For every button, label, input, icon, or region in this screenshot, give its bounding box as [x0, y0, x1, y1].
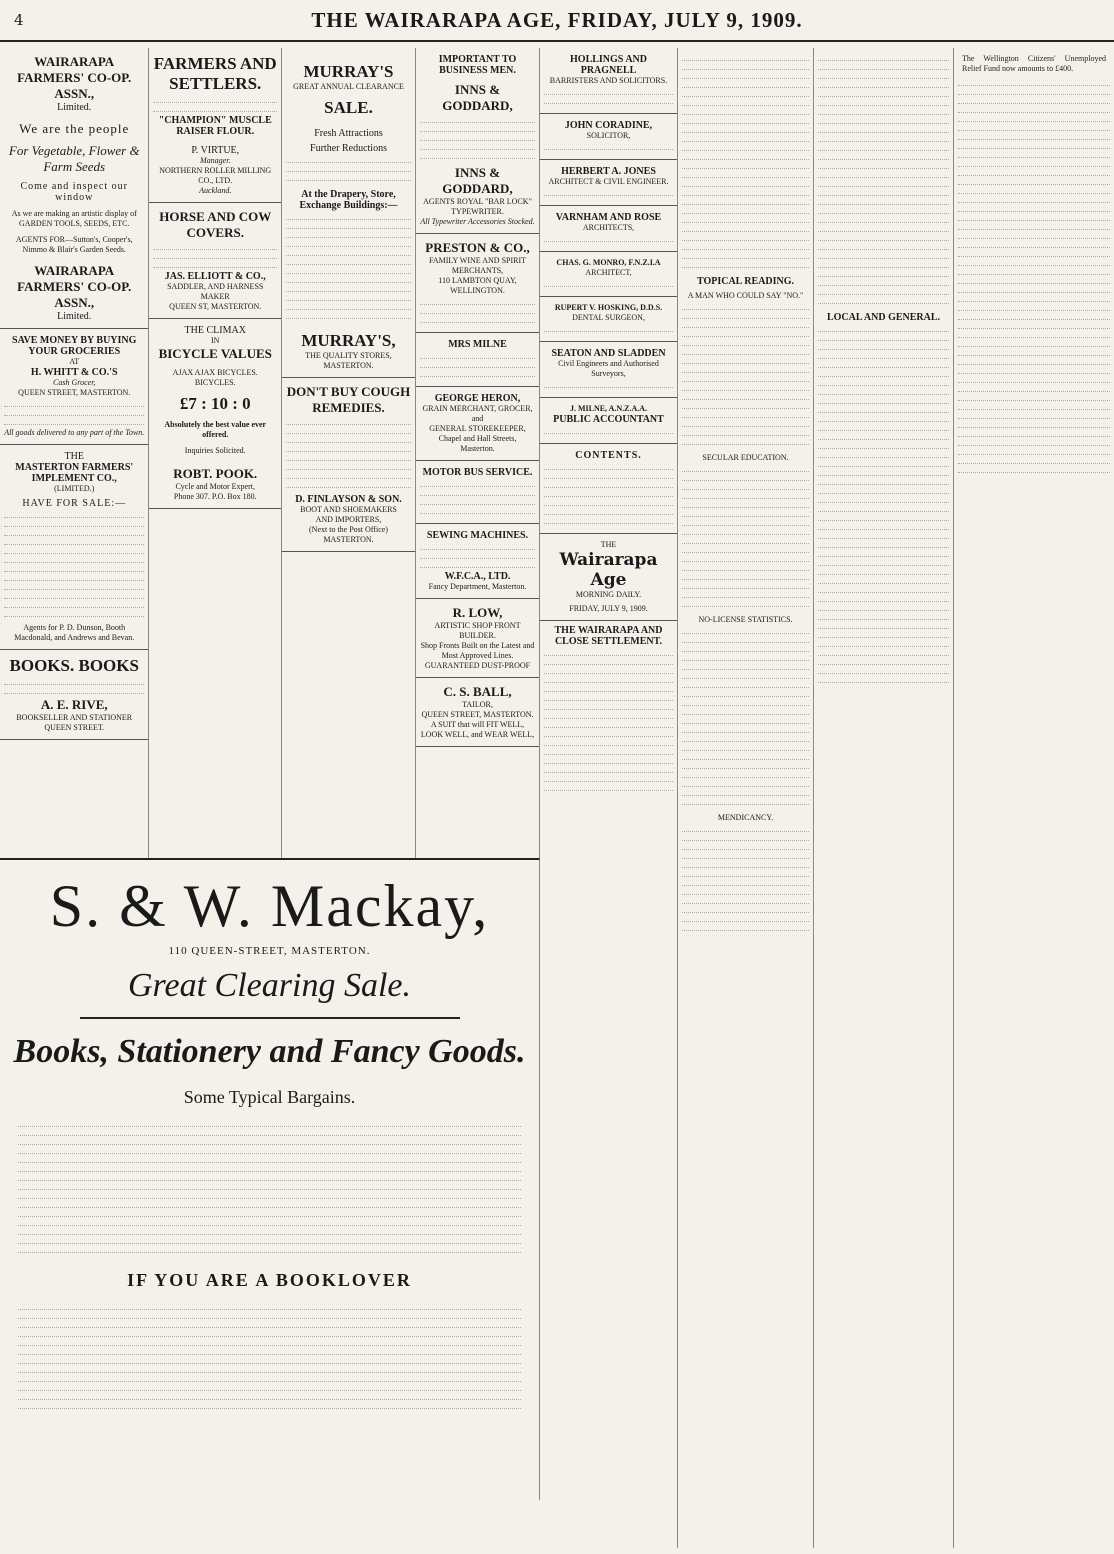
mackay-title: S. & W. Mackay, — [49, 873, 490, 939]
heron-ad — [416, 387, 539, 461]
ad-title: JOHN CORADINE, — [564, 120, 653, 131]
ad-line: As we are making an artistic display of GARDEN TOOLS, SEEDS, ETC. — [11, 209, 137, 228]
ad-title: INNS & GODDARD, — [442, 82, 513, 113]
ad-line: Come and inspect our window — [20, 181, 128, 203]
ad-line: All Typewriter Accessories Stocked. — [420, 217, 535, 226]
ad-line: BOOT AND SHOEMAKERS — [300, 505, 397, 514]
article-heading: A MAN WHO COULD SAY "NO." — [687, 291, 804, 300]
article-heading: SECULAR EDUCATION. — [702, 453, 789, 462]
ad-line: IN — [211, 336, 220, 345]
ad-line: GRAIN MERCHANT, GROCER, — [422, 404, 533, 413]
murrays-ad — [282, 48, 415, 378]
column-7 — [954, 48, 1114, 1548]
section-heading: TOPICAL READING. — [696, 276, 795, 287]
ad-line: Inquiries Solicited. — [184, 446, 246, 455]
ad-title: J. MILNE, A.N.Z.A.A. — [569, 404, 648, 413]
milne-ad — [416, 333, 539, 387]
nameplate-title: Wairarapa Age — [559, 550, 658, 590]
ad-line: GREAT ANNUAL CLEARANCE — [293, 82, 404, 91]
ad-title: HOLLINGS AND PRAGNELL — [570, 54, 647, 76]
contents-heading: CONTENTS. — [575, 450, 642, 461]
ad-title: "CHAMPION" MUSCLE RAISER FLOUR. — [158, 115, 272, 137]
ad-title: R. LOW, — [452, 605, 503, 620]
ad-line: THE — [64, 451, 84, 462]
ad-title: BOOKS. BOOKS — [9, 656, 139, 675]
article-heading: MENDICANCY. — [717, 813, 774, 822]
ad-line: For Vegetable, Flower & Farm Seeds — [8, 143, 140, 174]
ad-line: A SUIT that will FIT WELL, LOOK WELL, and WEAR WELL, — [420, 720, 535, 739]
champion-flour-ad — [149, 48, 281, 203]
ad-line: SOLICITOR, — [586, 131, 631, 140]
ad-line: Fancy Department, Masterton. — [428, 582, 527, 591]
ad-line: NORTHERN ROLLER MILLING CO., LTD. — [159, 166, 272, 185]
ad-title: A. E. RIVE, — [40, 697, 108, 712]
page-number: 4 — [14, 11, 24, 29]
ad-title: SAVE MONEY BY BUYING YOUR GROCERIES — [12, 335, 137, 357]
ad-subtitle: Limited. — [57, 311, 92, 322]
ad-title: HORSE AND COW COVERS. — [159, 209, 272, 240]
ad-title: BICYCLE VALUES — [158, 346, 272, 361]
article-heading: NO-LICENSE STATISTICS. — [698, 615, 793, 624]
ad-title: DON'T BUY COUGH REMEDIES. — [286, 384, 411, 415]
mackay-books-heading: Books, Stationery and Fancy Goods. — [13, 1033, 526, 1070]
ad-line: ARCHITECTS, — [582, 223, 635, 232]
column-2 — [282, 48, 416, 858]
ad-line: QUEEN ST, MASTERTON. — [169, 302, 262, 311]
ad-line: P. VIRTUE, — [191, 145, 240, 156]
ad-title: ROBT. POOK. — [173, 466, 258, 481]
column-1 — [0, 48, 282, 858]
ad-line: Civil Engineers and Authorised Surveyors, — [558, 359, 659, 378]
contents-box — [540, 444, 677, 534]
mackay-booklover-text — [0, 1291, 539, 1422]
ad-line: All goods delivered to any part of the Town. — [4, 428, 145, 437]
varnham-ad — [540, 206, 677, 252]
ad-title: MOTOR BUS SERVICE. — [422, 467, 533, 478]
mackay-address: 110 QUEEN-STREET, MASTERTON. — [168, 945, 371, 957]
mackay-sale-heading: Great Clearing Sale. — [128, 967, 411, 1004]
ad-line: (LIMITED.) — [54, 484, 95, 493]
rive-ad — [0, 650, 148, 740]
ad-line: Further Reductions — [310, 143, 387, 154]
sewing-ad — [416, 524, 539, 599]
ad-line: QUEEN STREET, MASTERTON. — [421, 710, 534, 719]
ad-subtitle: Limited. — [57, 102, 92, 113]
ad-title: RUPERT V. HOSKING, D.D.S. — [554, 303, 663, 312]
finlayson-ad — [282, 378, 415, 552]
ad-title: W.F.C.A., LTD. — [444, 571, 511, 582]
ad-line: DENTAL SURGEON, — [572, 313, 645, 322]
editorial-heading: THE WAIRARAPA AND CLOSE SETTLEMENT. — [554, 625, 663, 647]
ad-line: AGENTS ROYAL "BAR LOCK" TYPEWRITER. — [423, 197, 532, 216]
ad-line: ARCHITECT & CIVIL ENGINEER. — [548, 177, 669, 186]
ad-title: PRESTON & CO., — [425, 240, 530, 255]
ad-title: IMPORTANT TO BUSINESS MEN. — [438, 54, 517, 76]
ad-price: £7 : 10 : 0 — [179, 394, 251, 413]
ad-line: Cash Grocer, — [53, 378, 96, 387]
monro-ad — [540, 252, 677, 297]
ad-title: MURRAY'S, — [301, 331, 396, 350]
ad-title: HERBERT A. JONES — [561, 166, 656, 177]
nameplate-date: FRIDAY, JULY 9, 1909. — [569, 604, 648, 613]
ad-line: FAMILY WINE AND SPIRIT MERCHANTS, — [428, 256, 527, 275]
ad-line: THE CLIMAX — [184, 325, 246, 336]
ad-line: Cycle and Motor Expert, — [175, 482, 255, 491]
ball-ad — [416, 678, 539, 747]
ad-line: ARCHITECT, — [585, 268, 632, 277]
column-3 — [416, 48, 540, 858]
column-4 — [540, 48, 678, 1548]
ad-title: SEWING MACHINES. — [426, 530, 529, 541]
ad-line: ARTISTIC SHOP FRONT BUILDER. — [434, 621, 521, 640]
ad-title: WAIRARAPA FARMERS' CO-OP. ASSN., — [17, 54, 132, 101]
ad-title: GEORGE HERON, — [434, 393, 521, 404]
mackay-bargains-heading: Some Typical Bargains. — [183, 1087, 356, 1107]
milne-accountant-ad — [540, 398, 677, 444]
farmers-coop-ad — [0, 48, 148, 329]
ad-line: Auckland. — [199, 186, 232, 195]
ad-line: AGENTS FOR—Sutton's, Cooper's, Nimmo & Blair's Garden Seeds. — [15, 235, 133, 254]
ad-line: AJAX AJAX BICYCLES. BICYCLES. — [172, 368, 258, 387]
column-6 — [814, 48, 954, 1548]
ad-line: AND IMPORTERS, — [315, 515, 382, 524]
ad-title: FARMERS AND SETTLERS. — [153, 54, 277, 93]
ad-line: THE QUALITY STORES, — [305, 351, 392, 360]
ad-title: JAS. ELLIOTT & CO., — [164, 271, 266, 282]
section-heading: LOCAL AND GENERAL. — [826, 312, 941, 323]
ad-line: Manager. — [200, 156, 231, 165]
paper-nameplate — [540, 534, 677, 621]
column-5 — [678, 48, 814, 1548]
ad-title: SEATON AND SLADDEN — [551, 348, 666, 359]
coradine-ad — [540, 114, 677, 160]
motor-bus-ad — [416, 461, 539, 524]
ad-line: AT — [69, 357, 80, 366]
divider — [80, 1017, 460, 1019]
ad-line: Chapel and Hall Streets, — [438, 434, 517, 443]
ad-line: and — [471, 414, 484, 423]
ad-line: We are the people — [19, 121, 130, 136]
preston-ad — [416, 234, 539, 333]
ad-title: WAIRARAPA FARMERS' CO-OP. ASSN., — [17, 263, 132, 310]
ad-line: Absolutely the best value ever offered. — [164, 420, 267, 439]
mackay-ad — [0, 858, 540, 1500]
mackay-bargain-list — [0, 1108, 539, 1266]
ad-title: INNS & GODDARD, — [442, 165, 513, 196]
seaton-ad — [540, 342, 677, 398]
inns-goddard-ad — [416, 48, 539, 234]
masthead — [0, 0, 1114, 42]
ad-line: BARRISTERS AND SOLICITORS. — [549, 76, 668, 85]
ad-line: QUEEN STREET, MASTERTON. — [18, 388, 131, 397]
ad-line: QUEEN STREET. — [44, 723, 105, 732]
ad-title: SALE. — [324, 98, 373, 117]
nameplate-the: THE — [600, 540, 617, 549]
ad-title: MRS MILNE — [448, 339, 507, 350]
whitt-ad — [0, 329, 148, 445]
ad-line: SADDLER, AND HARNESS MAKER — [167, 282, 264, 301]
ad-title: D. FINLAYSON & SON. — [295, 494, 402, 505]
horse-covers-ad — [149, 203, 281, 319]
ad-line: Agents for P. D. Dunson, Booth Macdonald, and Andrews and Bevan. — [14, 623, 135, 642]
ad-line: GUARANTEED DUST-PROOF — [424, 661, 531, 670]
ad-line: (Next to the Post Office) — [309, 525, 388, 534]
low-ad — [416, 599, 539, 678]
ad-line: TAILOR, — [462, 700, 493, 709]
hosking-ad — [540, 297, 677, 342]
ad-title: H. WHITT & CO.'S — [30, 367, 118, 378]
hollings-ad — [540, 48, 677, 114]
newspaper-title: THE WAIRARAPA AGE, FRIDAY, JULY 9, 1909. — [311, 7, 803, 32]
ad-line: At the Drapery, Store, Exchange Buildings:— — [299, 189, 398, 211]
ad-title: MASTERTON FARMERS' IMPLEMENT CO., — [15, 462, 134, 484]
ad-line: Phone 307. P.O. Box 180. — [173, 492, 257, 501]
ad-title: MURRAY'S — [303, 62, 394, 81]
ad-title: C. S. BALL, — [443, 684, 512, 699]
jones-ad — [540, 160, 677, 206]
paragraph: The Wellington Citizens' Unemployed Relief Fund now amounts to £400. — [962, 54, 1106, 74]
ad-line: MASTERTON. — [323, 535, 374, 544]
bicycle-ad — [149, 319, 281, 509]
ad-title: PUBLIC ACCOUNTANT — [553, 414, 664, 425]
ad-title: VARNHAM AND ROSE — [555, 212, 662, 223]
ad-line: Masterton. — [460, 444, 495, 453]
ad-line: Shop Fronts Built on the Latest and Most Approved Lines. — [420, 641, 535, 660]
ad-line: 110 LAMBTON QUAY, WELLINGTON. — [438, 276, 517, 295]
ad-line: MASTERTON. — [323, 361, 374, 370]
ad-line: Fresh Attractions — [314, 128, 383, 139]
ad-title: CHAS. G. MONRO, F.N.Z.I.A — [556, 258, 661, 267]
ad-line: BOOKSELLER AND STATIONER — [16, 713, 133, 722]
ad-line: HAVE FOR SALE:— — [22, 498, 127, 509]
nameplate-sub: MORNING DAILY. — [575, 590, 642, 599]
mackay-booklover-heading: IF YOU ARE A BOOKLOVER — [127, 1270, 412, 1290]
ad-line: GENERAL STOREKEEPER, — [429, 424, 526, 433]
implement-ad — [0, 445, 148, 650]
